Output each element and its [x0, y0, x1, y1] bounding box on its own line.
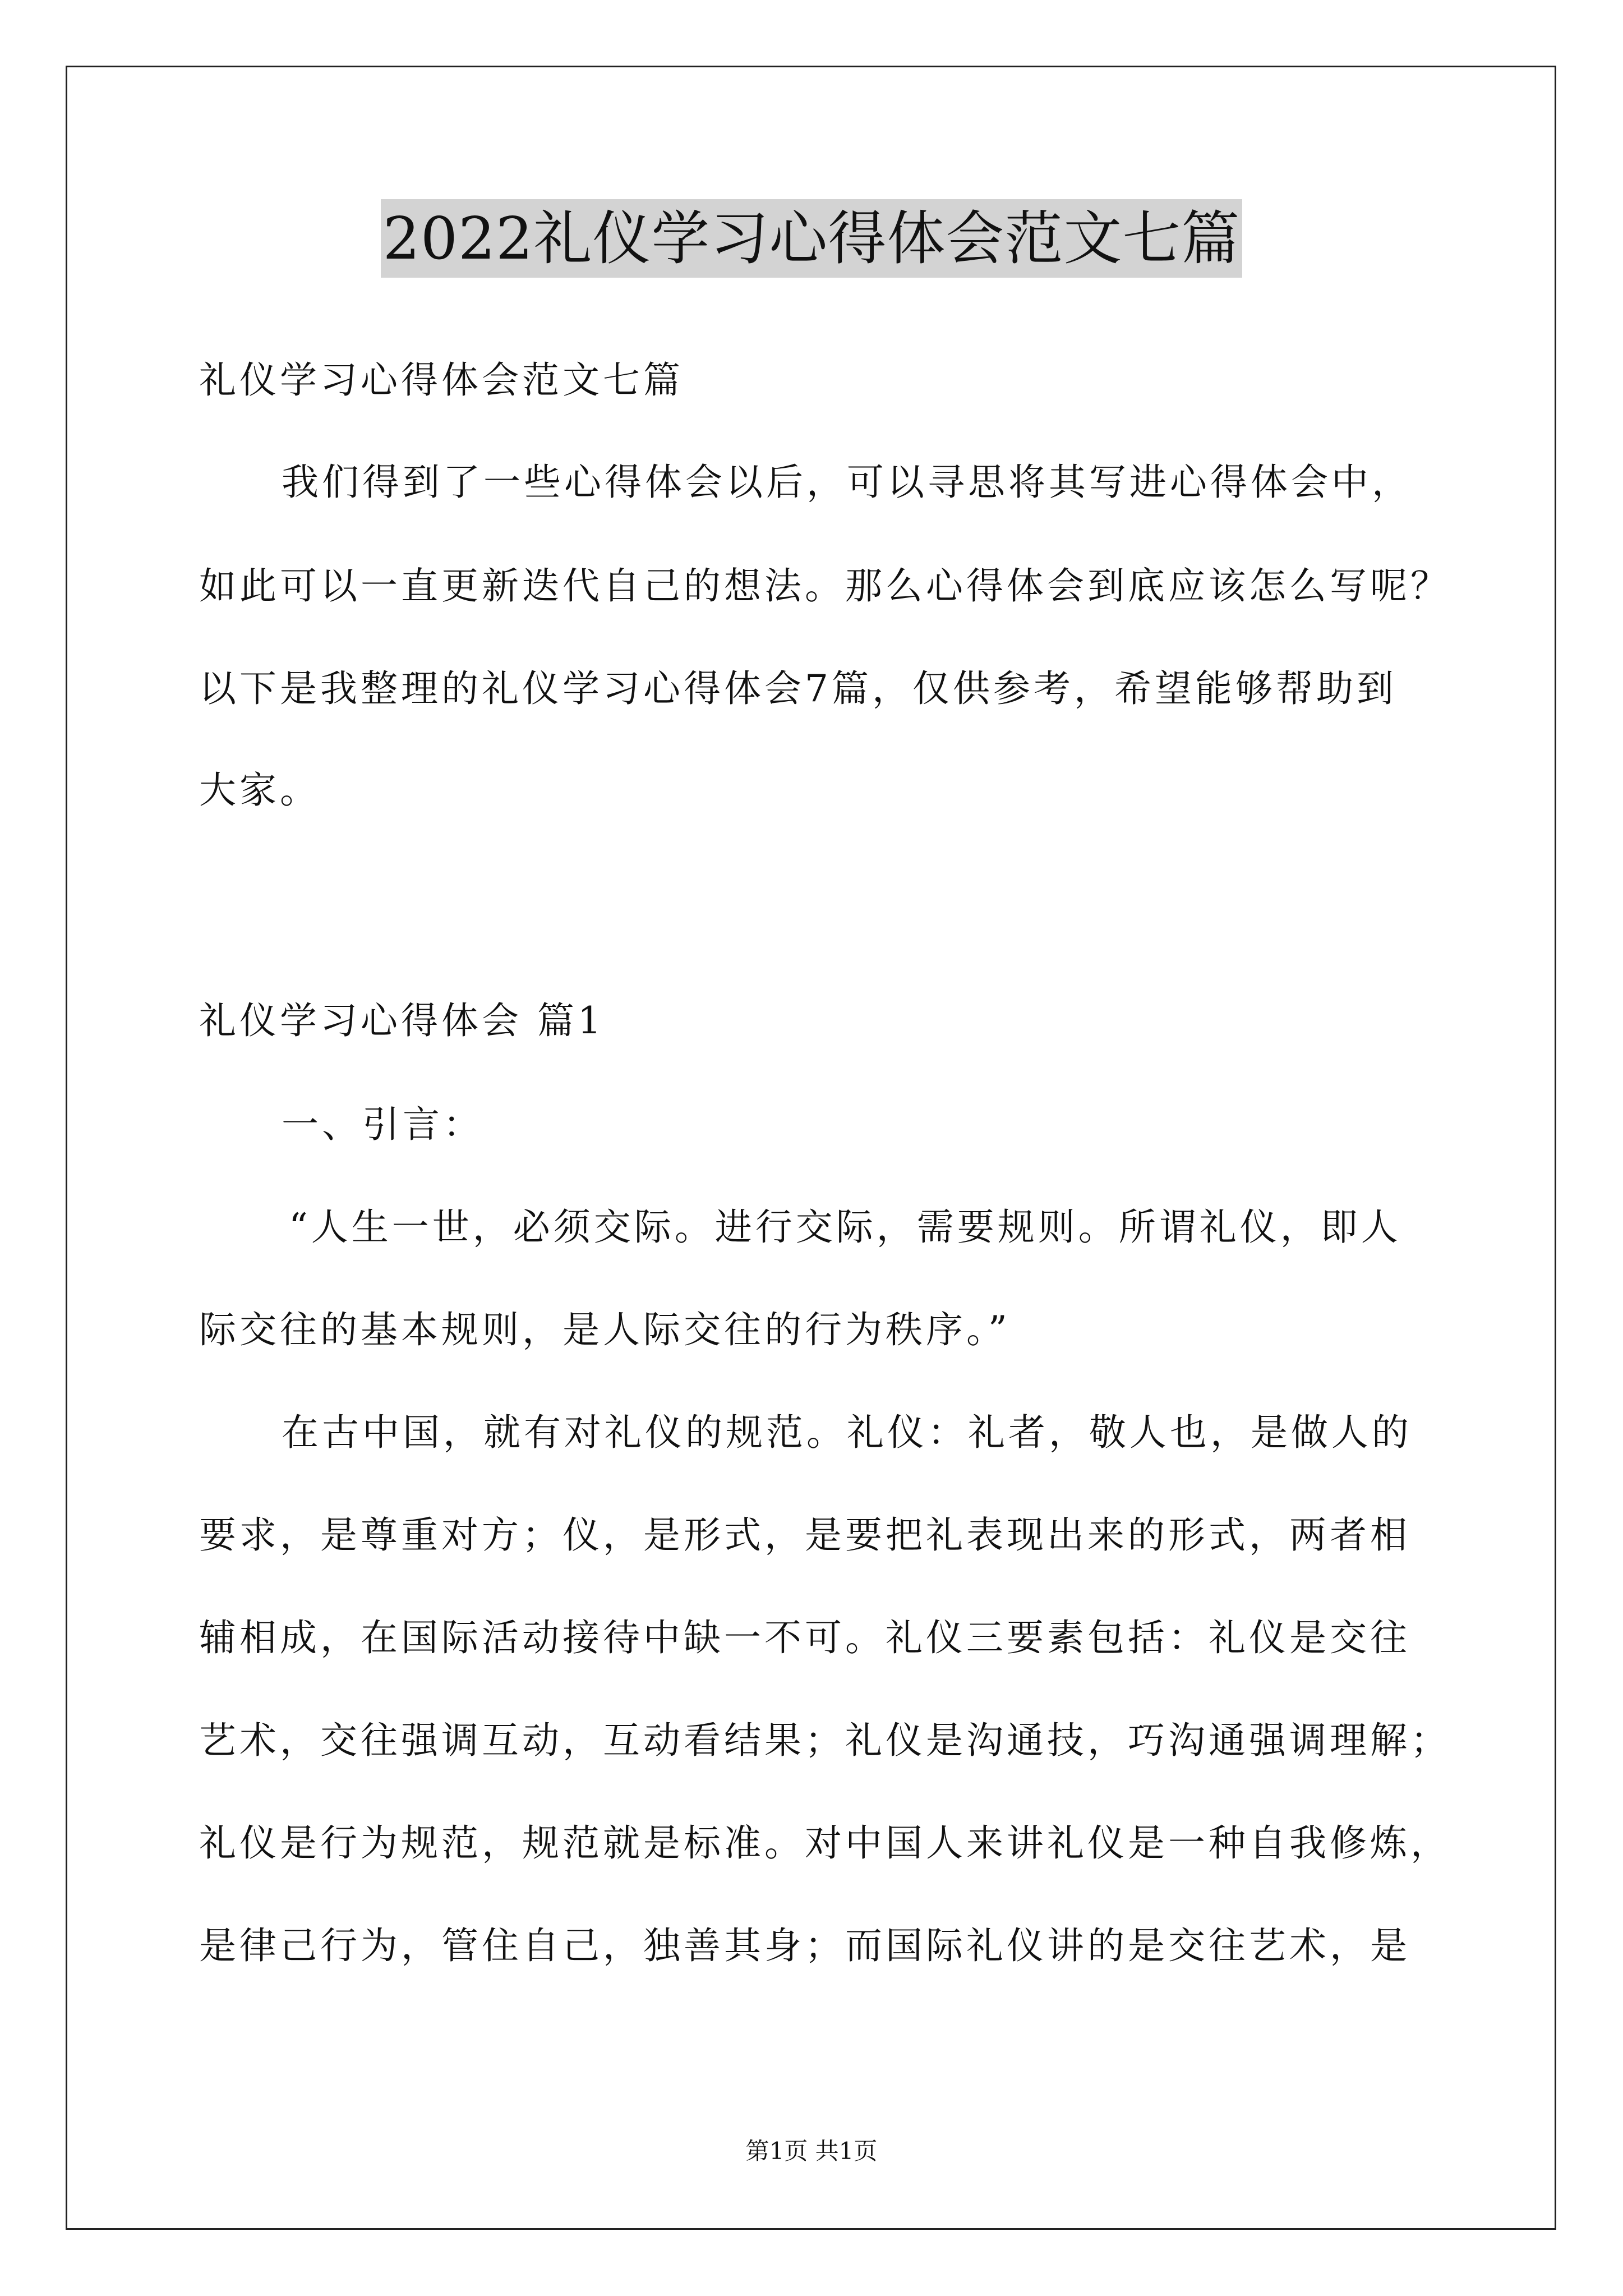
section-heading: 礼仪学习心得体会 篇1 [199, 999, 605, 1042]
quote-line-2: 际交往的基本规则，是人际交往的行为秩序。” [199, 1308, 1011, 1351]
subheading: 一、引言： [282, 1103, 483, 1146]
body-line-3: 辅相成，在国际活动接待中缺一不可。礼仪三要素包括：礼仪是交往 [199, 1616, 1410, 1659]
quote-line-1: “人生一世，必须交际。进行交际，需要规则。所谓礼仪，即人 [289, 1205, 1401, 1249]
document-title: 2022礼仪学习心得体会范文七篇 [381, 199, 1243, 278]
body-line-2: 要求，是尊重对方；仪，是形式，是要把礼表现出来的形式，两者相 [199, 1513, 1410, 1557]
intro-line-3: 以下是我整理的礼仪学习心得体会7篇，仅供参考，希望能够帮助到 [199, 667, 1397, 710]
intro-line-2: 如此可以一直更新迭代自己的想法。那么心得体会到底应该怎么写呢？ [199, 564, 1451, 608]
intro-line-4: 大家。 [199, 769, 320, 812]
body-line-5: 礼仪是行为规范，规范就是标准。对中国人来讲礼仪是一种自我修炼， [199, 1821, 1451, 1865]
body-line-4: 艺术，交往强调互动，互动看结果；礼仪是沟通技，巧沟通强调理解； [199, 1719, 1451, 1762]
body-line-6: 是律己行为，管住自己，独善其身；而国际礼仪讲的是交往艺术，是 [199, 1924, 1410, 1967]
document-subtitle: 礼仪学习心得体会范文七篇 [199, 358, 684, 402]
body-line-1: 在古中国，就有对礼仪的规范。礼仪：礼者，敬人也，是做人的 [282, 1411, 1412, 1454]
intro-line-1: 我们得到了一些心得体会以后，可以寻思将其写进心得体会中， [282, 461, 1412, 504]
title-container [0, 199, 1623, 278]
page-footer: 第1页 共1页 [745, 2137, 878, 2165]
